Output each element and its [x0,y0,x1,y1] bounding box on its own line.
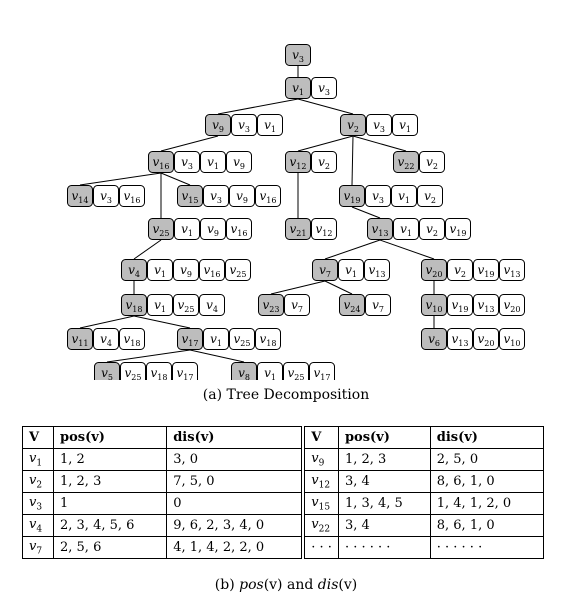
bag-n18 [122,295,225,316]
vertex-label-v3: $v_3$ [181,155,193,171]
table-row [23,537,544,559]
vertex-label-v10: $v_{10}$ [425,298,443,314]
caption-b-and: and [282,577,318,593]
table-row [23,493,544,515]
vertex-label-v24: $v_{24}$ [343,298,361,314]
table-row [23,471,544,493]
bag-n4 [122,260,251,281]
bag-n13 [368,219,471,240]
table-row [23,515,544,537]
vertex-label-v10: $v_{10}$ [503,332,521,348]
tree-edge-n7-n23 [271,281,325,294]
vertex-label-v1: $v_1$ [264,366,276,380]
tree-edge-n18-n11 [80,316,134,328]
tree-edge-n2-n12 [298,136,353,151]
vertex-label-v25: $v_{25}$ [229,263,247,279]
vertex-label-v9: $v_9$ [180,263,192,279]
vertex-label-v2: $v_2$ [347,118,359,134]
pos-dis-table [22,426,544,559]
cell-pos-right: 3, 4 [338,515,430,537]
vertex-label-v13: $v_{13}$ [451,332,469,348]
vertex-label-v7: $v_7$ [372,298,384,314]
header-v-left: V [23,427,54,449]
vertex-label-v2: $v_2$ [426,155,438,171]
vertex-label-v1: $v_1$ [399,118,411,134]
vertex-label-v5: $v_5$ [101,366,113,380]
vertex-label-v17: $v_{17}$ [313,366,331,380]
cell-v-left: $v_1$ [23,449,54,471]
vertex-label-v1: $v_1$ [154,263,166,279]
vertex-label-v3: $v_3$ [292,48,304,64]
vertex-label-v3: $v_3$ [318,81,330,97]
cell-v-left: $v_3$ [23,493,54,515]
vertex-label-v6: $v_6$ [428,332,440,348]
vertex-label-v25: $v_{25}$ [287,366,305,380]
cell-v-right: · · · [303,537,338,559]
cell-pos-left: 1, 2 [54,449,167,471]
vertex-label-v25: $v_{25}$ [177,298,195,314]
cell-dis-left: 4, 1, 4, 2, 2, 0 [167,537,304,559]
cell-pos-right: · · · · · · [338,537,430,559]
cell-pos-right: 1, 2, 3 [338,449,430,471]
vertex-label-v14: $v_{14}$ [71,189,89,205]
cell-pos-left: 2, 3, 4, 5, 6 [54,515,167,537]
cell-pos-right: 1, 3, 4, 5 [338,493,430,515]
vertex-label-v4: $v_4$ [100,332,112,348]
vertex-label-v9: $v_9$ [233,155,245,171]
vertex-label-v4: $v_4$ [206,298,218,314]
vertex-label-v9: $v_9$ [212,118,224,134]
vertex-label-v1: $v_1$ [154,298,166,314]
vertex-label-v16: $v_{16}$ [123,189,141,205]
vertex-label-v13: $v_{13}$ [477,298,495,314]
vertex-label-v16: $v_{16}$ [259,189,277,205]
vertex-label-v25: $v_{25}$ [233,332,251,348]
tree-edge-n7-n24 [325,281,352,294]
vertex-label-v9: $v_9$ [207,222,219,238]
bag-n25 [149,219,252,240]
caption-pos-dis [0,577,572,593]
vertex-label-v19: $v_{19}$ [449,222,467,238]
vertex-label-v19: $v_{19}$ [477,263,495,279]
tree-edge-n19-n13 [352,207,380,218]
tree-edge-n16-n15 [161,173,190,185]
tree-edge-n17-n5 [107,350,190,362]
vertex-label-v2: $v_2$ [426,222,438,238]
vertex-label-v19: $v_{19}$ [451,298,469,314]
cell-dis-right: 2, 5, 0 [430,449,543,471]
tree-edge-n2-n19 [352,136,353,185]
cell-v-left: $v_4$ [23,515,54,537]
caption-b-dis: dis [317,577,339,593]
cell-dis-left: 7, 5, 0 [167,471,304,493]
bag-n10 [422,295,525,316]
vertex-label-v20: $v_{20}$ [425,263,443,279]
vertex-label-v3: $v_3$ [210,189,222,205]
tree-edges [80,66,434,362]
header-pos-left: pos(v) [54,427,167,449]
bag-n22 [394,152,445,173]
bag-n8 [232,363,335,381]
vertex-label-v20: $v_{20}$ [477,332,495,348]
vertex-label-v4: $v_4$ [128,263,140,279]
vertex-label-v23: $v_{23}$ [262,298,280,314]
vertex-label-v9: $v_9$ [236,189,248,205]
vertex-label-v11: $v_{11}$ [71,332,89,348]
vertex-label-v25: $v_{25}$ [124,366,142,380]
vertex-label-v25: $v_{25}$ [152,222,170,238]
header-v-right: V [303,427,338,449]
vertex-label-v19: $v_{19}$ [343,189,361,205]
bag-n15 [178,186,281,207]
cell-dis-right: 8, 6, 1, 0 [430,471,543,493]
header-pos-right: pos(v) [338,427,430,449]
bag-n7 [313,260,390,281]
vertex-label-v15: $v_{15}$ [181,189,199,205]
cell-pos-left: 1 [54,493,167,515]
vertex-label-v7: $v_7$ [291,298,303,314]
cell-pos-left: 1, 2, 3 [54,471,167,493]
caption-b-dis-arg: (v) [338,577,358,593]
header-dis-right: dis(v) [430,427,543,449]
vertex-label-v1: $v_1$ [181,222,193,238]
vertex-label-v13: $v_{13}$ [371,222,389,238]
caption-tree-decomposition: (a) Tree Decomposition [202,387,370,403]
vertex-label-v16: $v_{16}$ [203,263,221,279]
caption-b-prefix: (b) [214,577,240,593]
cell-dis-right: 1, 4, 1, 2, 0 [430,493,543,515]
tree-edge-n1-n9 [218,99,298,114]
caption-b-pos-arg: (v) [263,577,283,593]
bag-n1 [286,78,337,99]
tree-edge-n25-n4 [134,240,161,259]
vertex-label-v1: $v_1$ [210,332,222,348]
cell-dis-right: 8, 6, 1, 0 [430,515,543,537]
vertex-label-v1: $v_1$ [292,81,304,97]
cell-dis-right: · · · · · · [430,537,543,559]
cell-pos-left: 2, 5, 6 [54,537,167,559]
vertex-label-v2: $v_2$ [454,263,466,279]
vertex-label-v16: $v_{16}$ [230,222,248,238]
bag-n11 [68,329,145,350]
vertex-label-v3: $v_3$ [372,189,384,205]
tree-nodes [68,45,525,381]
vertex-label-v12: $v_{12}$ [315,222,333,238]
vertex-label-v21: $v_{21}$ [289,222,307,238]
tree-edge-n13-n20 [380,240,434,259]
bag-n23 [259,295,310,316]
bag-n19 [340,186,443,207]
cell-v-right: $v_{12}$ [303,471,338,493]
vertex-label-v3: $v_3$ [100,189,112,205]
vertex-label-v7: $v_7$ [319,263,331,279]
bag-n2 [341,115,418,136]
vertex-label-v1: $v_1$ [400,222,412,238]
vertex-label-v8: $v_8$ [238,366,250,380]
caption-b-pos: pos [239,577,264,593]
vertex-label-v18: $v_{18}$ [125,298,143,314]
bag-n16 [149,152,252,173]
vertex-label-v17: $v_{17}$ [176,366,194,380]
tree-edge-n13-n7 [325,240,380,259]
cell-dis-left: 0 [167,493,304,515]
vertex-label-v16: $v_{16}$ [152,155,170,171]
tree-edge-n9-n16 [161,136,218,151]
vertex-label-v12: $v_{12}$ [289,155,307,171]
tree-edge-n2-n22 [353,136,406,151]
bag-n3 [286,45,311,66]
bag-n9 [206,115,283,136]
cell-v-right: $v_{15}$ [303,493,338,515]
bag-n6 [422,329,525,350]
vertex-label-v20: $v_{20}$ [503,298,521,314]
vertex-label-v13: $v_{13}$ [503,263,521,279]
bag-n12 [286,152,337,173]
vertex-label-v2: $v_2$ [318,155,330,171]
vertex-label-v1: $v_1$ [398,189,410,205]
table-header-row [23,427,544,449]
vertex-label-v1: $v_1$ [264,118,276,134]
bag-n24 [340,295,391,316]
vertex-label-v18: $v_{18}$ [259,332,277,348]
vertex-label-v3: $v_3$ [373,118,385,134]
vertex-label-v18: $v_{18}$ [150,366,168,380]
table-body [23,449,544,559]
tree-edge-n16-n14 [80,173,161,185]
cell-pos-right: 3, 4 [338,471,430,493]
bag-n17 [178,329,281,350]
cell-v-right: $v_9$ [303,449,338,471]
bag-n21 [286,219,337,240]
cell-v-left: $v_7$ [23,537,54,559]
vertex-label-v2: $v_2$ [424,189,436,205]
vertex-label-v13: $v_{13}$ [368,263,386,279]
vertex-label-v17: $v_{17}$ [181,332,199,348]
bag-n5 [95,363,198,381]
vertex-label-v18: $v_{18}$ [123,332,141,348]
vertex-label-v1: $v_1$ [345,263,357,279]
vertex-label-v22: $v_{22}$ [397,155,415,171]
cell-v-right: $v_{22}$ [303,515,338,537]
tree-edge-n1-n2 [298,99,353,114]
header-dis-left: dis(v) [167,427,304,449]
vertex-label-v1: $v_1$ [207,155,219,171]
bag-n20 [422,260,525,281]
cell-dis-left: 3, 0 [167,449,304,471]
cell-v-left: $v_2$ [23,471,54,493]
vertex-label-v3: $v_3$ [238,118,250,134]
cell-dis-left: 9, 6, 2, 3, 4, 0 [167,515,304,537]
tree-edge-n17-n8 [190,350,244,362]
bag-n14 [68,186,145,207]
tree-edge-n18-n17 [134,316,190,328]
table-row [23,449,544,471]
